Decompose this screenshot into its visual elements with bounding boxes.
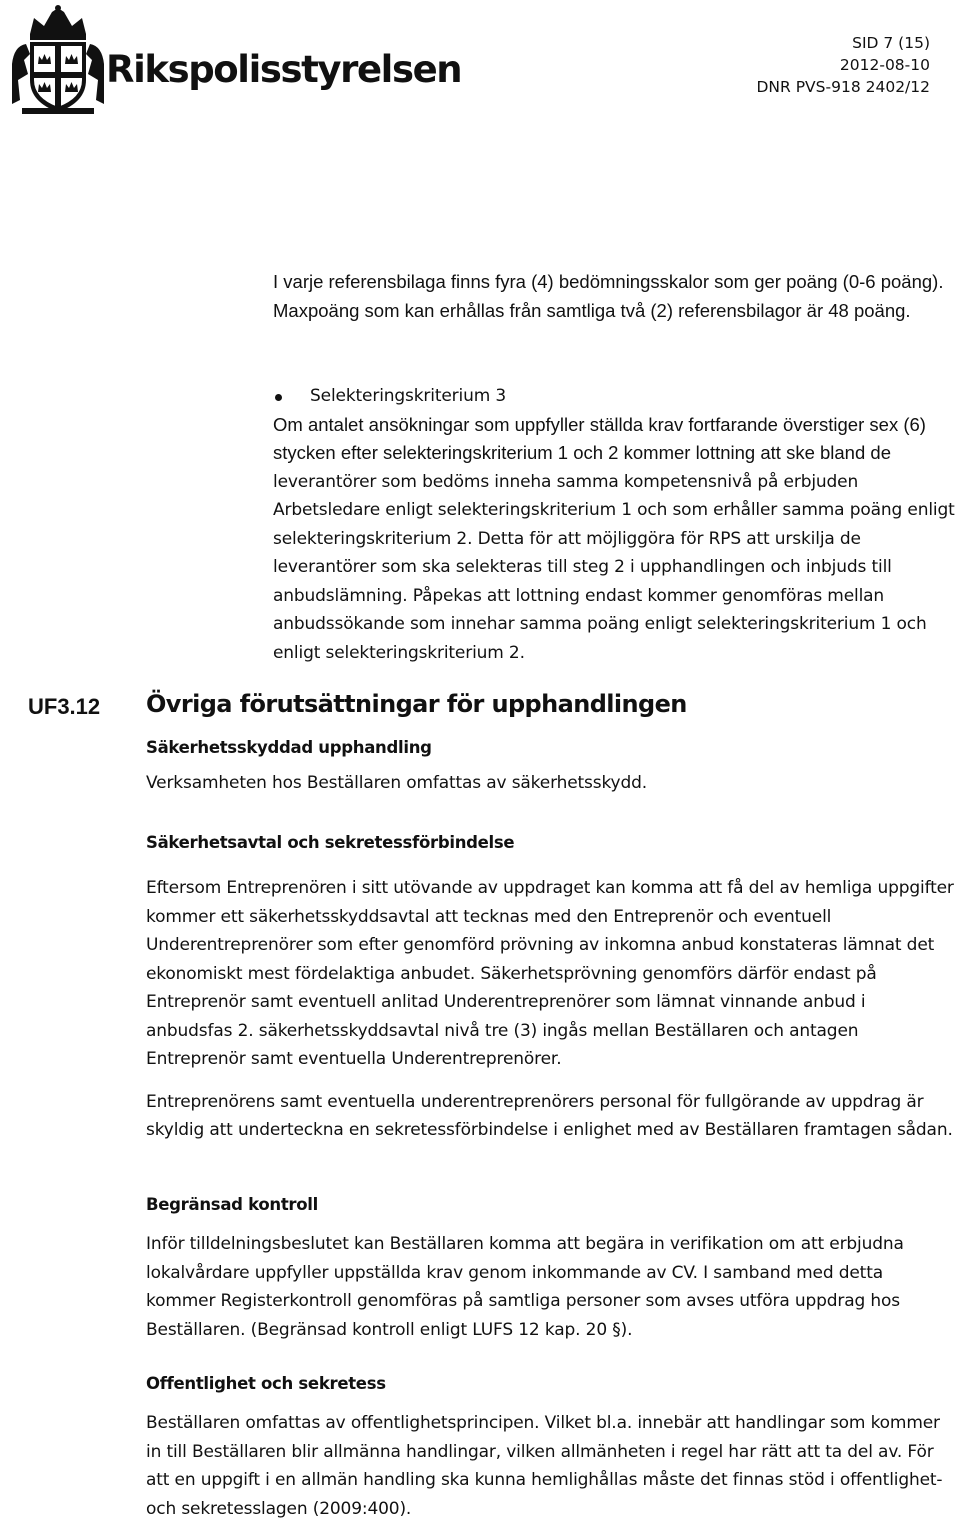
block-heading: Offentlighet och sekretess (146, 1374, 386, 1393)
bullet-title: Selekteringskriterium 3 (310, 386, 507, 406)
bullet-selection-criterion-3 (273, 382, 955, 667)
bullet-body-part1: Om antalet ansökningar som uppfyller ställda krav fortfarande överstiger sex (6) stycken efter selekteringskriterium 1 och 2 kommer lottning att ske bland de (273, 413, 926, 463)
bullet-body (273, 411, 955, 668)
coat-of-arms-icon (8, 4, 108, 116)
block-heading: Säkerhetsavtal och sekretessförbindelse (146, 833, 515, 852)
bullet-heading (273, 382, 955, 411)
block-limited-control (146, 1195, 956, 1344)
block-heading: Begränsad kontroll (146, 1195, 318, 1214)
document-number: DNR PVS-918 2402/12 (756, 78, 930, 96)
block-paragraph: Verksamheten hos Beställaren omfattas av säkerhetsskydd. (146, 773, 648, 793)
document-meta (756, 32, 930, 98)
block-paragraph: Beställaren omfattas av offentlighetsprincipen. Vilket bl.a. innebär att handlingar som kommer in till Beställaren blir allmänna handlingar, vilken allmänheten i regel har rätt att ta del av. För att en uppgift i en allmän handling ska kunna hemlighållas måste det finnas stöd i offentlighet- och sekretesslagen (2009:400). (146, 1413, 943, 1519)
section-title: Övriga förutsättningar för upphandlingen (146, 690, 687, 718)
bullet-body-part2: leverantörer som bedöms inneha samma kompetensnivå på erbjuden Arbetsledare enligt selekteringskriterium 1 och som erhåller samma poäng enligt selekteringskriterium 2. Detta för att möjliggöra för RPS att urskilja de leverantörer som ska selekteras till steg 2 i upphandlingen och inbjuds till anbudslämning. Påpekas att lottning endast kommer genomföras mellan anbudssökande som innehar samma poäng enligt selekteringskriterium 1 och enligt selekteringskriterium 2. (273, 471, 955, 663)
block-heading: Säkerhetsskyddad upphandling (146, 738, 432, 757)
organization-name: Rikspolisstyrelsen (106, 48, 462, 91)
bullet-dot-icon (275, 394, 282, 401)
page-reference: SID 7 (15) (852, 34, 930, 52)
block-paragraph: Eftersom Entreprenören i sitt utövande av uppdraget kan komma att få del av hemliga uppgifter kommer ett säkerhetsskyddsavtal att tecknas med den Entreprenör och eventuell Underentreprenörer som efter genomförd prövning av inkomna anbud konstateras lämnat det ekonomiskt mest fördelaktiga anbudet. Säkerhetsprövning genomförs därför endast på Entreprenör samt eventuell anlitad Underentreprenörer som lämnat vinnande anbud i anbudsfas 2. säkerhetsskyddsavtal nivå tre (3) ingås mellan Beställaren och antagen Entreprenör samt eventuella Underentreprenörer. (146, 878, 954, 1069)
block-paragraph: Inför tilldelningsbeslutet kan Beställaren komma att begära in verifikation om att erbjudna lokalvårdare uppfyller uppställda krav genom inkommande av CV. I samband med detta kommer Registerkontroll genomföras på samtliga personer som avses utföra uppdrag hos Beställaren. (Begränsad kontroll enligt LUFS 12 kap. 20 §). (146, 1234, 904, 1340)
document-date: 2012-08-10 (839, 56, 930, 74)
block-security-protected-procurement (146, 738, 956, 798)
section-number: UF3.12 (28, 694, 101, 719)
block-security-agreement (146, 833, 956, 1145)
block-paragraph: Entreprenörens samt eventuella underentreprenörers personal för fullgörande av uppdrag är skyldig att underteckna en sekretessförbindelse i enlighet med av Beställaren framtagen sådan. (146, 1091, 953, 1140)
block-public-access-secrecy (146, 1374, 956, 1523)
intro-paragraph: I varje referensbilaga finns fyra (4) bedömningsskalor som ger poäng (0-6 poäng). Maxpoäng som kan erhållas från samtliga två (2) referensbilagor är 48 poäng. (273, 271, 944, 321)
